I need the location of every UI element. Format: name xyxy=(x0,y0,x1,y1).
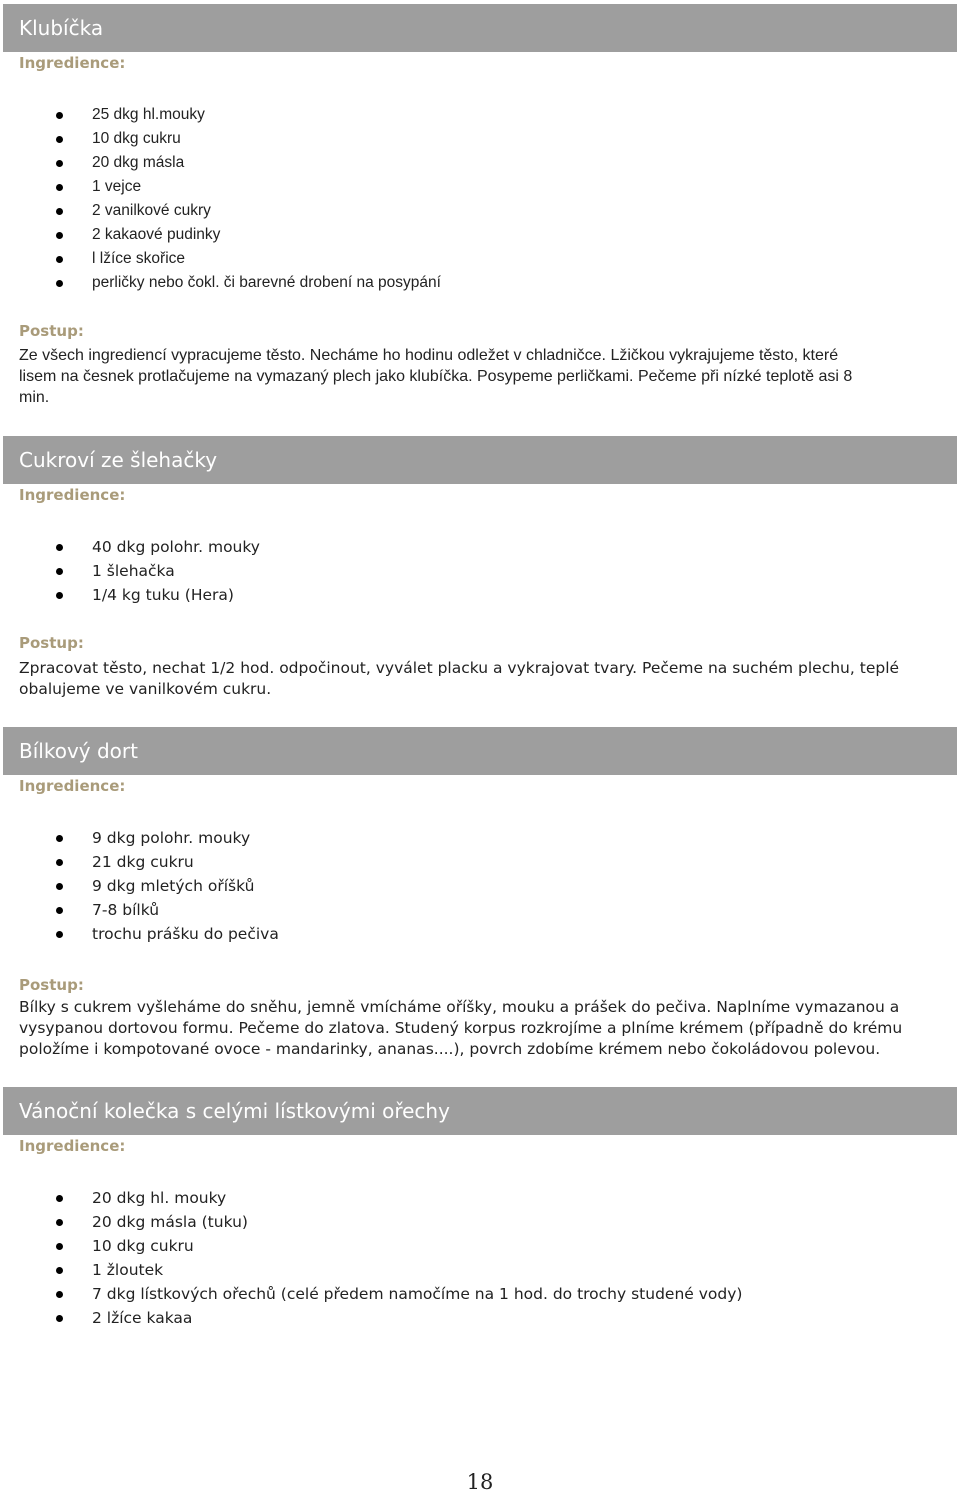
bullet-icon xyxy=(56,112,63,119)
bullet-icon xyxy=(56,568,63,575)
recipe-title: Bílkový dort xyxy=(19,739,138,763)
procedure-line: Zpracovat těsto, nechat 1/2 hod. odpočinout, vyválet placku a vykrajovat tvary. Pečeme na suchém plechu, teplé xyxy=(19,659,900,677)
ingredients-list xyxy=(0,826,279,946)
bullet-icon xyxy=(56,280,63,287)
list-item: 10 dkg cukru xyxy=(0,127,441,151)
bullet-icon xyxy=(56,1243,63,1250)
list-item: 40 dkg polohr. mouky xyxy=(0,535,260,559)
recipe-title-bar xyxy=(3,436,957,484)
bullet-icon xyxy=(56,883,63,890)
bullet-icon xyxy=(56,1315,63,1322)
list-item: 20 dkg másla xyxy=(0,151,441,175)
bullet-icon xyxy=(56,1267,63,1274)
bullet-icon xyxy=(56,835,63,842)
list-item: 9 dkg polohr. mouky xyxy=(0,826,279,850)
bullet-icon xyxy=(56,592,63,599)
bullet-icon xyxy=(56,907,63,914)
list-item: 1 šlehačka xyxy=(0,559,260,583)
list-item: perličky nebo čokl. či barevné drobení na posypání xyxy=(0,271,441,295)
ingredients-label: Ingredience: xyxy=(19,1137,126,1155)
recipe-title: Vánoční kolečka s celými lístkovými ořechy xyxy=(19,1099,450,1123)
bullet-icon xyxy=(56,160,63,167)
bullet-icon xyxy=(56,1219,63,1226)
procedure-label: Postup: xyxy=(19,322,84,340)
recipe-title-bar xyxy=(3,4,957,52)
procedure-line: min. xyxy=(19,389,50,406)
list-item: 20 dkg másla (tuku) xyxy=(0,1210,742,1234)
procedure-line: Bílky s cukrem vyšleháme do sněhu, jemně vmícháme oříšky, mouku a prášek do pečiva. Naplníme vymazanou a xyxy=(19,998,900,1016)
procedure-label: Postup: xyxy=(19,634,84,652)
page-number: 18 xyxy=(466,1470,494,1494)
list-item: 21 dkg cukru xyxy=(0,850,279,874)
list-item: 1/4 kg tuku (Hera) xyxy=(0,583,260,607)
list-item: 1 žloutek xyxy=(0,1258,742,1282)
procedure-line: lisem na česnek protlačujeme na vymazaný plech jako klubíčka. Posypeme perličkami. Pečeme při nízké teplotě asi 8 xyxy=(19,368,853,385)
list-item: 10 dkg cukru xyxy=(0,1234,742,1258)
procedure-text xyxy=(19,658,919,700)
list-item: 9 dkg mletých oříšků xyxy=(0,874,279,898)
procedure-text xyxy=(19,345,919,408)
list-item: 25 dkg hl.mouky xyxy=(0,103,441,127)
procedure-text xyxy=(19,997,919,1060)
list-item: 2 vanilkové cukry xyxy=(0,199,441,223)
bullet-icon xyxy=(56,1195,63,1202)
procedure-line: Ze všech ingrediencí vypracujeme těsto. Necháme ho hodinu odležet v chladničce. Lžičkou vykrajujeme těsto, které xyxy=(19,347,839,364)
list-item: 2 kakaové pudinky xyxy=(0,223,441,247)
ingredients-list xyxy=(0,535,260,607)
list-item: l lžíce skořice xyxy=(0,247,441,271)
ingredients-label: Ingredience: xyxy=(19,777,126,795)
list-item: 20 dkg hl. mouky xyxy=(0,1186,742,1210)
list-item: trochu prášku do pečiva xyxy=(0,922,279,946)
list-item: 7 dkg lístkových ořechů (celé předem namočíme na 1 hod. do trochy studené vody) xyxy=(0,1282,742,1306)
bullet-icon xyxy=(56,1291,63,1298)
bullet-icon xyxy=(56,184,63,191)
recipe-title: Klubíčka xyxy=(19,16,104,40)
bullet-icon xyxy=(56,544,63,551)
bullet-icon xyxy=(56,208,63,215)
recipe-title-bar xyxy=(3,727,957,775)
ingredients-list xyxy=(0,1186,742,1330)
bullet-icon xyxy=(56,256,63,263)
procedure-line: položíme i kompotované ovoce - mandarinky, ananas....), povrch zdobíme krémem nebo čokoládovou polevou. xyxy=(19,1040,881,1058)
procedure-line: vysypanou dortovou formu. Pečeme do zlatova. Studený korpus rozkrojíme a plníme krémem (případně do krému xyxy=(19,1019,903,1037)
ingredients-list xyxy=(0,103,441,295)
ingredients-label: Ingredience: xyxy=(19,486,126,504)
list-item: 2 lžíce kakaa xyxy=(0,1306,742,1330)
recipe-title: Cukroví ze šlehačky xyxy=(19,448,218,472)
ingredients-label: Ingredience: xyxy=(19,54,126,72)
bullet-icon xyxy=(56,136,63,143)
list-item: 7-8 bílků xyxy=(0,898,279,922)
bullet-icon xyxy=(56,232,63,239)
bullet-icon xyxy=(56,931,63,938)
procedure-label: Postup: xyxy=(19,976,84,994)
recipe-title-bar xyxy=(3,1087,957,1135)
procedure-line: obalujeme ve vanilkovém cukru. xyxy=(19,680,272,698)
bullet-icon xyxy=(56,859,63,866)
list-item: 1 vejce xyxy=(0,175,441,199)
